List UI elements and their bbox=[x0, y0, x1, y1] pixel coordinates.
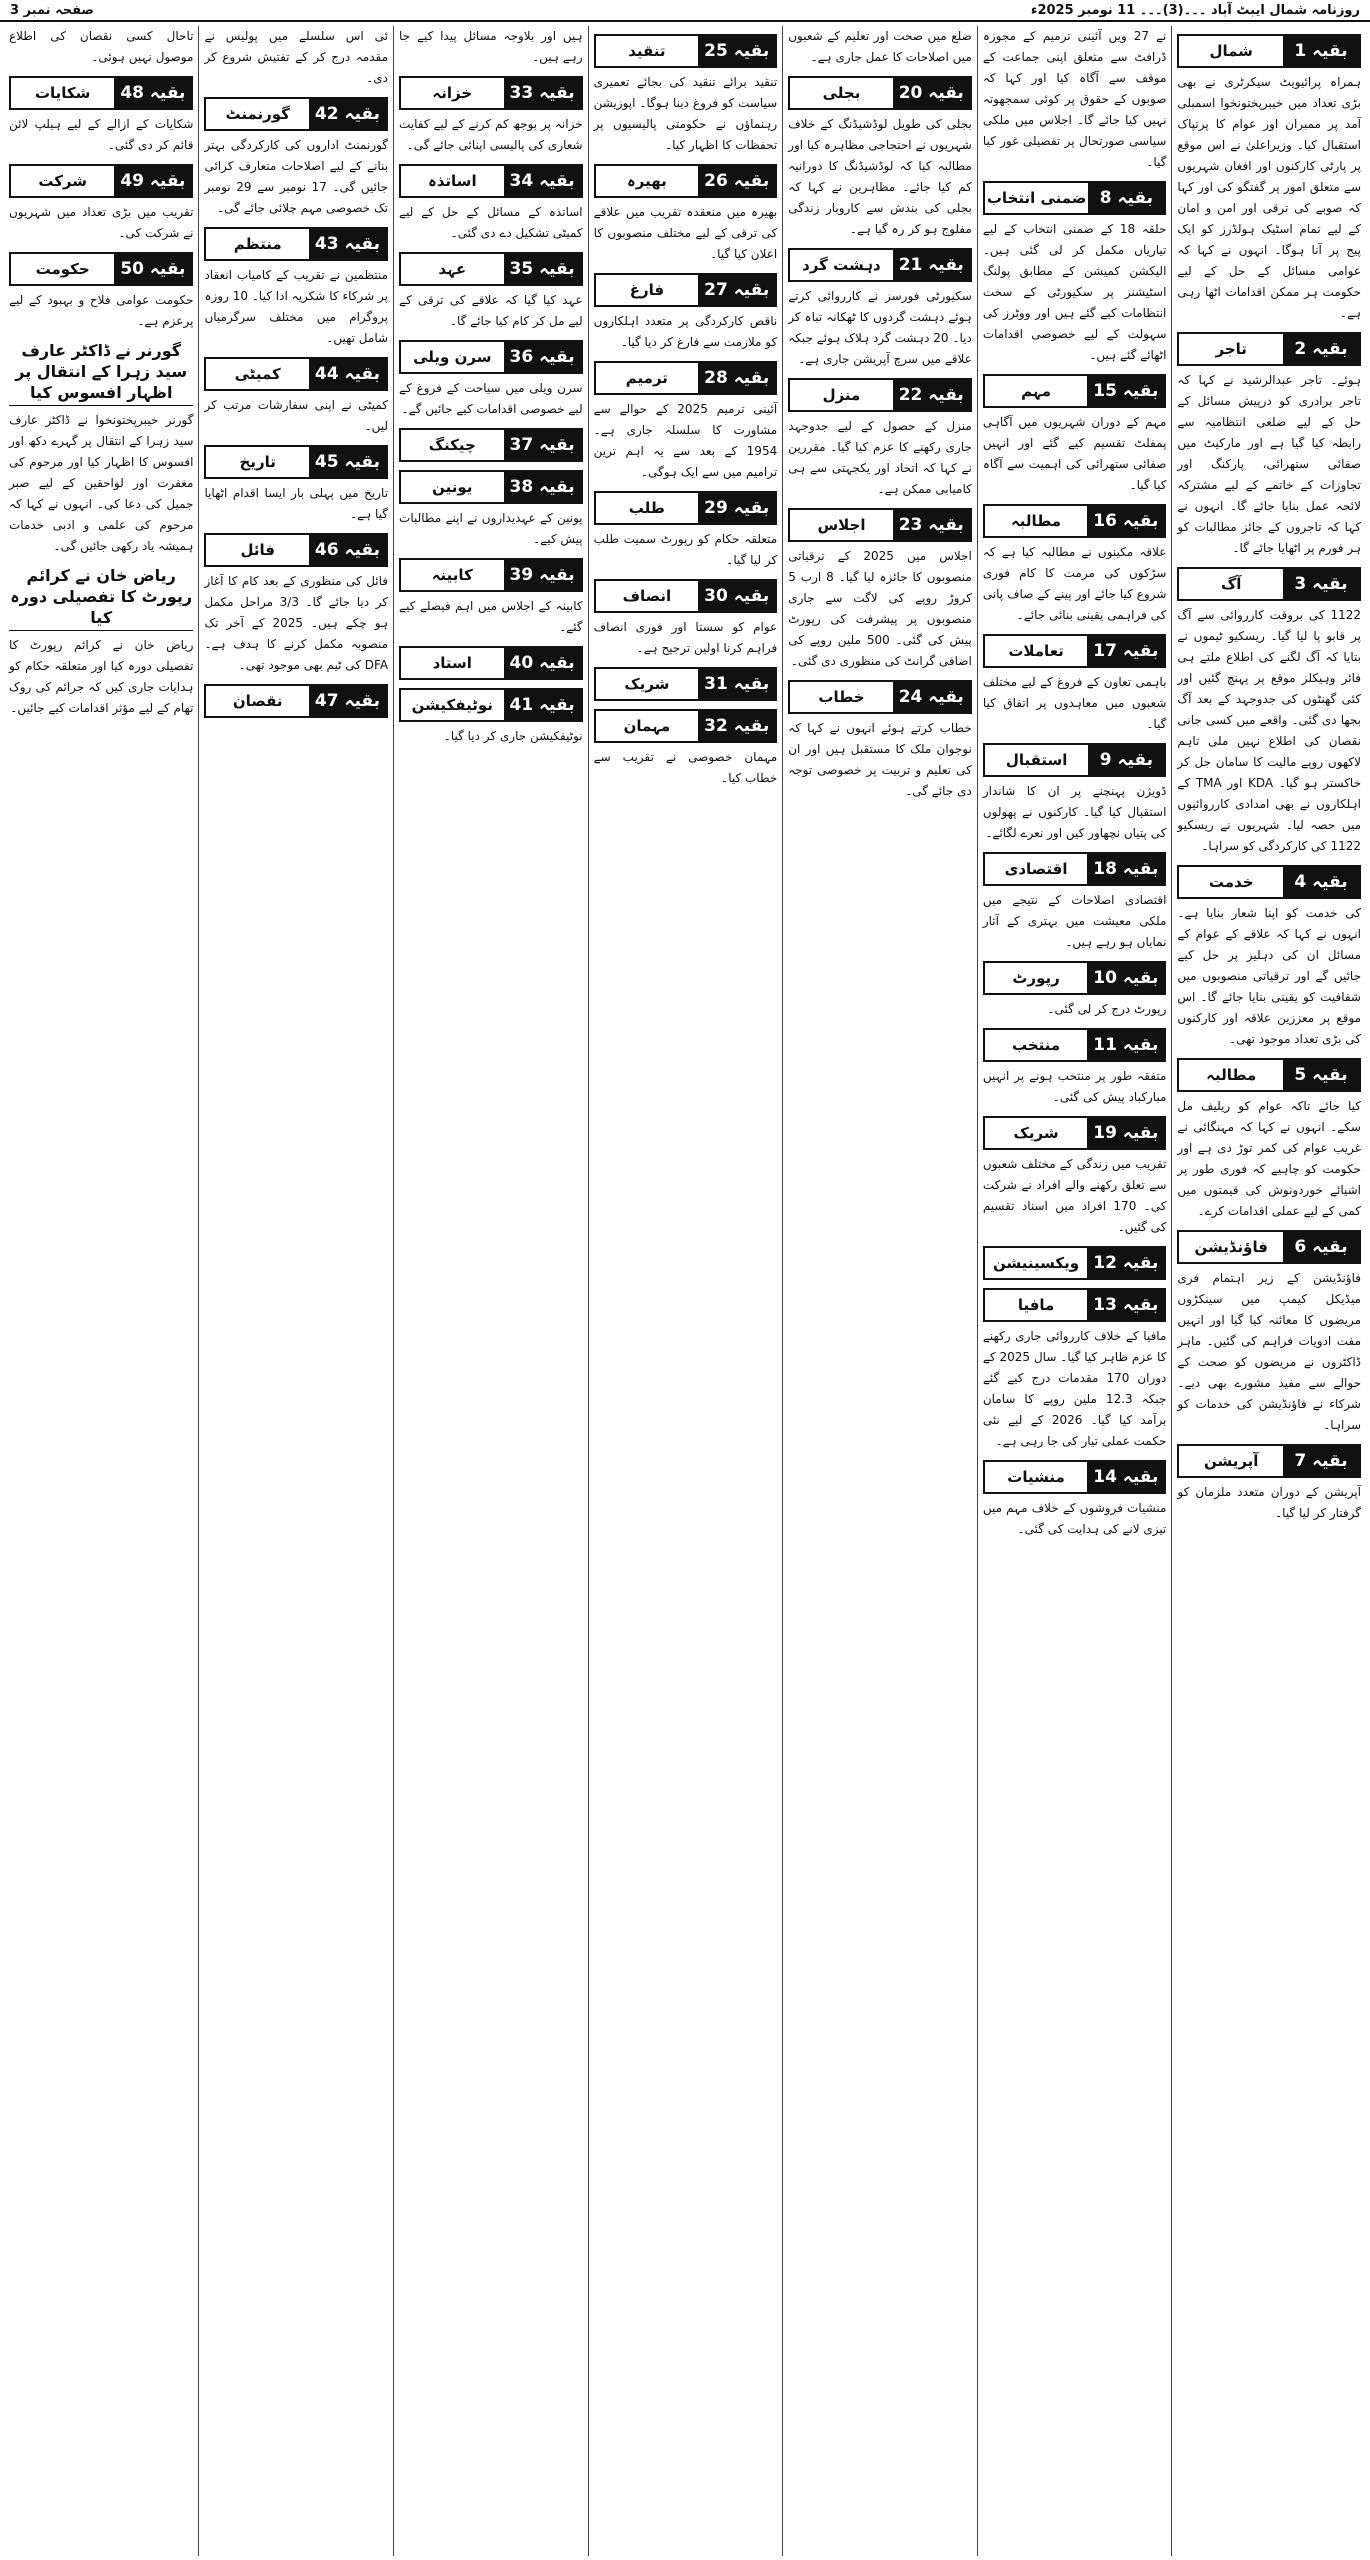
continuation-headword: منشیات bbox=[985, 1462, 1087, 1492]
continuation-label: بقیہ 1 bbox=[1283, 36, 1359, 66]
continuation-box bbox=[399, 688, 583, 722]
news-headline: ریاض خان نے کرائم رپورٹ کا تفصیلی دورہ کیا bbox=[9, 565, 193, 631]
article-paragraph: تقریب میں زندگی کے مختلف شعبوں سے تعلق رکھنے والے افراد نے شرکت کی۔ 170 افراد میں اسناد تقسیم کی گئیں۔ bbox=[982, 1157, 1167, 1234]
article-paragraph: سرن ویلی میں سیاحت کے فروغ کے لیے خصوصی اقدامات کیے جائیں گے۔ bbox=[399, 381, 583, 416]
article-paragraph: مافیا کے خلاف کارروائی جاری رکھنے کا عزم ظاہر کیا گیا۔ سال 2025 کے دوران 170 مقدمات درج کیے گئے جبکہ 12.3 ملین روپے کا سامان برآمد کیا گیا۔ 2026 کے لیے نئی حکمت عملی تیار کی جا رہی ہے۔ bbox=[982, 1329, 1167, 1448]
continuation-label: بقیہ 18 bbox=[1087, 854, 1164, 884]
continuation-headword: حکومت bbox=[11, 254, 114, 284]
continuation-label: بقیہ 26 bbox=[698, 166, 775, 196]
article-paragraph: سکیورٹی فورسز نے کارروائی کرتے ہوئے دہشت گردوں کا ٹھکانہ تباہ کر دیا۔ 20 دہشت گرد ہلاک ہوئے جبکہ علاقے میں سرچ آپریشن جاری ہے۔ bbox=[788, 289, 972, 366]
continuation-box bbox=[399, 252, 583, 286]
continuation-headword: خزانہ bbox=[401, 78, 503, 108]
article-paragraph: فاؤنڈیشن کے زیر اہتمام فری میڈیکل کیمپ میں سینکڑوں مریضوں کا معائنہ کیا گیا اور انہیں مفت ادویات فراہم کی گئیں۔ ماہر ڈاکٹروں نے مریضوں کو صحت کے حوالے سے مفید مشورے بھی دیے۔ شرکاء نے فاؤنڈیشن کی خدمات کو سراہا۔ bbox=[1177, 1271, 1361, 1432]
continuation-headword: نقصان bbox=[206, 686, 308, 716]
continuation-label: بقیہ 27 bbox=[698, 275, 775, 305]
article-paragraph: ہوئے۔ تاجر عبدالرشید نے کہا کہ تاجر برادری کو درپیش مسائل کے حل کے لیے ضلعی انتظامیہ سے رابطہ کیا گیا ہے اور مارکیٹ میں صفائی ستھرائی، پارکنگ اور تجاوزات کے خاتمے کے لیے مشترکہ لائحہ عمل بنایا جائے گا۔ انہوں نے کہا کہ تاجروں کے جائز مطالبات کو ہر فورم پر اٹھایا جائے گا۔ bbox=[1177, 373, 1361, 555]
continuation-headword: اجلاس bbox=[790, 510, 892, 540]
continuation-label: بقیہ 6 bbox=[1283, 1232, 1359, 1262]
continuation-headword: شرکت bbox=[11, 166, 114, 196]
article-paragraph: اقتصادی اصلاحات کے نتیجے میں ملکی معیشت میں بہتری کے آثار نمایاں ہو رہے ہیں۔ bbox=[982, 893, 1167, 949]
continuation-box bbox=[594, 361, 778, 395]
continuation-headword: نوٹیفکیشن bbox=[401, 690, 503, 720]
continuation-headword: مطالبہ bbox=[985, 506, 1087, 536]
page-number: صفحہ نمبر 3 bbox=[10, 2, 94, 18]
continuation-label: بقیہ 41 bbox=[504, 690, 581, 720]
article-paragraph: تقریب میں بڑی تعداد میں شہریوں نے شرکت کی۔ bbox=[8, 205, 194, 240]
continuation-box bbox=[594, 273, 778, 307]
continuation-headword: طلب bbox=[596, 493, 698, 523]
continuation-label: بقیہ 30 bbox=[698, 581, 775, 611]
continuation-box bbox=[204, 445, 388, 479]
continuation-label: بقیہ 34 bbox=[504, 166, 581, 196]
continuation-label: بقیہ 29 bbox=[698, 493, 775, 523]
continuation-box bbox=[594, 709, 778, 743]
article-paragraph: تاحال کسی نقصان کی اطلاع موصول نہیں ہوئی۔ bbox=[8, 29, 194, 64]
continuation-headword: دہشت گرد bbox=[790, 250, 892, 280]
continuation-headword: سرن ویلی bbox=[401, 342, 503, 372]
article-paragraph: کی خدمت کو اپنا شعار بنایا ہے۔ انہوں نے کہا کہ علاقے کے عوام کے مسائل ان کی دہلیز پر حل کیے جائیں گے اور ترقیاتی منصوبوں میں شفافیت کو یقینی بنایا جائے گا۔ اس موقع پر معززین علاقہ اور کارکنوں کی بڑی تعداد موجود تھی۔ bbox=[1177, 906, 1361, 1046]
article-paragraph: منشیات فروشوں کے خلاف مہم میں تیزی لانے کی ہدایت کی گئی۔ bbox=[982, 1501, 1167, 1536]
article-paragraph: ریاض خان نے کرائم رپورٹ کا تفصیلی دورہ کیا اور متعلقہ حکام کو ہدایات جاری کیں کہ جرائم کی روک تھام کے لیے مؤثر اقدامات کیے جائیں۔ bbox=[8, 638, 194, 715]
continuation-headword: شکایات bbox=[11, 78, 114, 108]
continuation-box bbox=[983, 852, 1167, 886]
continuation-label: بقیہ 24 bbox=[893, 682, 970, 712]
continuation-headword: فاؤنڈیشن bbox=[1179, 1232, 1283, 1262]
article-paragraph: حکومت عوامی فلاح و بہبود کے لیے پرعزم ہے۔ bbox=[8, 293, 194, 328]
continuation-headword: گورنمنٹ bbox=[206, 99, 308, 129]
continuation-box bbox=[983, 374, 1167, 408]
article-paragraph: تنقید برائے تنقید کی بجائے تعمیری سیاست کو فروغ دینا ہوگا۔ اپوزیشن رہنماؤں نے حکومتی پالیسیوں پر تحفظات کا اظہار کیا۔ bbox=[593, 75, 778, 152]
continuation-label: بقیہ 28 bbox=[698, 363, 775, 393]
continuation-headword: منتخب bbox=[985, 1030, 1087, 1060]
continuation-box bbox=[983, 1288, 1167, 1322]
article-paragraph: رپورٹ درج کر لی گئی۔ bbox=[1047, 1002, 1167, 1016]
continuation-box bbox=[788, 76, 972, 110]
continuation-box bbox=[594, 579, 778, 613]
article-paragraph: متفقہ طور پر منتخب ہونے پر انہیں مبارکباد پیش کی گئی۔ bbox=[982, 1069, 1167, 1104]
continuation-box bbox=[983, 743, 1167, 777]
continuation-label: بقیہ 17 bbox=[1087, 636, 1164, 666]
news-columns bbox=[0, 26, 1370, 2556]
continuation-box bbox=[204, 533, 388, 567]
article-paragraph: ہیں اور بلاوجہ مسائل پیدا کیے جا رہے ہیں۔ bbox=[399, 29, 583, 64]
article-paragraph: آپریشن کے دوران متعدد ملزمان کو گرفتار کر لیا گیا۔ bbox=[1177, 1485, 1361, 1520]
continuation-headword: اقتصادی bbox=[985, 854, 1087, 884]
continuation-box bbox=[983, 1028, 1167, 1062]
article-paragraph: حلقہ 18 کے ضمنی انتخاب کے لیے تیاریاں مکمل کر لی گئی ہیں۔ الیکشن کمیشن کے مطابق پولنگ اسٹیشنز پر سکیورٹی کے سخت انتظامات کیے گئے ہیں اور ووٹرز کی سہولت کے لیے خصوصی اقدامات اٹھائے گئے ہیں۔ bbox=[982, 222, 1167, 362]
article-paragraph: علاقہ مکینوں نے مطالبہ کیا ہے کہ سڑکوں کی مرمت کا کام فوری شروع کیا جائے اور پینے کے صاف پانی کی فراہمی یقینی بنائی جائے۔ bbox=[982, 545, 1167, 622]
continuation-label: بقیہ 49 bbox=[114, 166, 191, 196]
continuation-headword: استقبال bbox=[985, 745, 1089, 775]
continuation-headword: کابینہ bbox=[401, 560, 503, 590]
continuation-label: بقیہ 2 bbox=[1283, 334, 1359, 364]
continuation-label: بقیہ 5 bbox=[1283, 1060, 1359, 1090]
article-paragraph: مہمان خصوصی نے تقریب سے خطاب کیا۔ bbox=[593, 750, 778, 785]
continuation-box bbox=[204, 97, 388, 131]
news-column-4 bbox=[588, 26, 783, 2556]
continuation-headword: انصاف bbox=[596, 581, 698, 611]
continuation-label: بقیہ 47 bbox=[309, 686, 386, 716]
article-paragraph: خطاب کرتے ہوئے انہوں نے کہا کہ نوجوان ملک کا مستقبل ہیں اور ان کی تعلیم و تربیت پر خصوصی توجہ دی جائے گی۔ bbox=[788, 721, 972, 798]
continuation-box bbox=[9, 252, 193, 286]
continuation-headword: تعاملات bbox=[985, 636, 1087, 666]
continuation-box bbox=[399, 428, 583, 462]
continuation-box bbox=[399, 558, 583, 592]
continuation-label: بقیہ 45 bbox=[309, 447, 386, 477]
article-paragraph: نوٹیفکیشن جاری کر دیا گیا۔ bbox=[443, 729, 583, 743]
continuation-box bbox=[788, 378, 972, 412]
continuation-headword: فارغ bbox=[596, 275, 698, 305]
continuation-headword: مہمان bbox=[596, 711, 698, 741]
article-paragraph: ضلع میں صحت اور تعلیم کے شعبوں میں اصلاحات کا عمل جاری ہے۔ bbox=[788, 29, 972, 64]
news-column-7 bbox=[4, 26, 198, 2556]
article-paragraph: منزل کے حصول کے لیے جدوجہد جاری رکھنے کا عزم کیا گیا۔ مقررین نے کہا کہ اتحاد اور یکجہتی سے ہی کامیابی ممکن ہے۔ bbox=[788, 419, 972, 496]
article-paragraph: گورنر خیبرپختونخوا نے ڈاکٹر عارف سید زہرا کے انتقال پر گہرے دکھ اور افسوس کا اظہار کیا اور مرحوم کی مغفرت اور لواحقین کے لیے صبر جمیل کی دعا کی۔ انہوں نے کہا کہ مرحوم کی علمی و ادبی خدمات ہمیشہ یاد رکھی جائیں گی۔ bbox=[8, 413, 194, 553]
article-paragraph: عہد کیا گیا کہ علاقے کی ترقی کے لیے مل کر کام کیا جائے گا۔ bbox=[399, 293, 583, 328]
article-paragraph: اساتذہ کے مسائل کے حل کے لیے کمیٹی تشکیل دے دی گئی۔ bbox=[399, 205, 583, 240]
continuation-label: بقیہ 4 bbox=[1283, 867, 1359, 897]
continuation-label: بقیہ 36 bbox=[504, 342, 581, 372]
continuation-label: بقیہ 7 bbox=[1283, 1446, 1359, 1476]
article-paragraph: نے 27 ویں آئینی ترمیم کے مجوزہ ڈرافٹ سے متعلق اپنی جماعت کے موقف سے آگاہ کیا اور کہا کہ صوبوں کے حقوق پر کوئی سمجھوتہ نہیں کیا جائے گا۔ اجلاس میں ملکی سیاسی صورتحال پر تفصیلی غور کیا گیا۔ bbox=[982, 29, 1167, 169]
continuation-box bbox=[594, 34, 778, 68]
article-paragraph: عوام کو سستا اور فوری انصاف فراہم کرنا اولین ترجیح ہے۔ bbox=[593, 620, 778, 655]
news-column-6 bbox=[198, 26, 393, 2556]
continuation-label: بقیہ 9 bbox=[1088, 745, 1164, 775]
continuation-headword: خدمت bbox=[1179, 867, 1283, 897]
continuation-headword: تاریخ bbox=[206, 447, 308, 477]
continuation-headword: یونین bbox=[401, 472, 503, 502]
continuation-box bbox=[983, 1246, 1167, 1280]
continuation-headword: استاد bbox=[401, 648, 503, 678]
continuation-box bbox=[983, 504, 1167, 538]
article-paragraph: آئینی ترمیم 2025 کے حوالے سے مشاورت کا سلسلہ جاری ہے۔ 1954 کے بعد سے یہ اہم ترین ترامیم میں سے ایک ہوگی۔ bbox=[593, 402, 778, 479]
article-paragraph: بھیرہ میں منعقدہ تقریب میں علاقے کی ترقی کے لیے مختلف منصوبوں کا اعلان کیا گیا۔ bbox=[593, 205, 778, 261]
continuation-box bbox=[1177, 1230, 1361, 1264]
continuation-label: بقیہ 46 bbox=[309, 535, 386, 565]
continuation-box bbox=[399, 470, 583, 504]
continuation-label: بقیہ 33 bbox=[504, 78, 581, 108]
continuation-box bbox=[9, 164, 193, 198]
continuation-headword: شریک bbox=[985, 1118, 1087, 1148]
continuation-label: بقیہ 19 bbox=[1087, 1118, 1164, 1148]
news-column-3 bbox=[782, 26, 977, 2556]
news-column-5 bbox=[393, 26, 588, 2556]
continuation-label: بقیہ 50 bbox=[114, 254, 191, 284]
continuation-label: بقیہ 48 bbox=[114, 78, 191, 108]
article-paragraph: ناقص کارکردگی پر متعدد اہلکاروں کو ملازمت سے فارغ کر دیا گیا۔ bbox=[593, 314, 778, 349]
article-paragraph: اجلاس میں 2025 کے ترقیاتی منصوبوں کا جائزہ لیا گیا۔ 8 ارب 5 کروڑ روپے کی لاگت سے جاری منصوبوں پر پیشرفت کی رپورٹ پیش کی گئی۔ 500 ملین روپے کی اضافی گرانٹ کی منظوری دی گئی۔ bbox=[788, 549, 972, 668]
continuation-headword: آگ bbox=[1179, 569, 1283, 599]
continuation-headword: خطاب bbox=[790, 682, 892, 712]
article-paragraph: تاریخ میں پہلی بار ایسا اقدام اٹھایا گیا ہے۔ bbox=[204, 486, 389, 521]
continuation-headword: ضمنی انتخاب bbox=[985, 183, 1089, 213]
continuation-headword: مافیا bbox=[985, 1290, 1087, 1320]
continuation-box bbox=[1177, 1444, 1361, 1478]
continuation-box bbox=[399, 164, 583, 198]
article-paragraph: 1122 کی بروقت کارروائی سے آگ پر قابو پا لیا گیا۔ ریسکیو ٹیموں نے بتایا کہ آگ لگنے کی اطلاع ملتے ہی فائر وہیکلز موقع پر پہنچ گئیں اور کئی گھنٹوں کی جدوجہد کے بعد آگ بجھا دی گئی۔ واقعے میں کسی جانی نقصان کی اطلاع نہیں ملی تاہم لاکھوں روپے مالیت کا سامان جل کر خاکستر ہو گیا۔ KDA اور TMA کے اہلکاروں نے بھی امدادی کارروائیوں میں حصہ لیا۔ شہریوں نے ریسکیو 1122 کی کارکردگی کو سراہا۔ bbox=[1177, 608, 1361, 853]
continuation-label: بقیہ 8 bbox=[1088, 183, 1164, 213]
continuation-label: بقیہ 44 bbox=[309, 359, 386, 389]
news-headline: گورنر نے ڈاکٹر عارف سید زہرا کے انتقال پر اظہار افسوس کیا bbox=[9, 340, 193, 406]
continuation-label: بقیہ 20 bbox=[893, 78, 970, 108]
continuation-headword: بجلی bbox=[790, 78, 892, 108]
continuation-label: بقیہ 3 bbox=[1283, 569, 1359, 599]
continuation-box bbox=[983, 1460, 1167, 1494]
continuation-headword: مہم bbox=[985, 376, 1087, 406]
continuation-headword: تاجر bbox=[1179, 334, 1283, 364]
continuation-label: بقیہ 10 bbox=[1087, 963, 1164, 993]
news-column-1 bbox=[1171, 26, 1366, 2556]
article-paragraph: مہم کے دوران شہریوں میں آگاہی پمفلٹ تقسیم کیے گئے اور انہیں صفائی ستھرائی کی اہمیت سے آگاہ کیا گیا۔ bbox=[982, 415, 1167, 492]
continuation-label: بقیہ 37 bbox=[504, 430, 581, 460]
continuation-headword: چیکنگ bbox=[401, 430, 503, 460]
article-paragraph: ڈویژن پہنچنے پر ان کا شاندار استقبال کیا گیا۔ کارکنوں نے پھولوں کی پتیاں نچھاور کیں اور نعرے لگائے۔ bbox=[982, 784, 1167, 840]
continuation-label: بقیہ 16 bbox=[1087, 506, 1164, 536]
article-paragraph: منتظمین نے تقریب کے کامیاب انعقاد پر شرکاء کا شکریہ ادا کیا۔ 10 روزہ پروگرام میں مختلف سرگرمیاں شامل تھیں۔ bbox=[204, 268, 389, 345]
continuation-label: بقیہ 40 bbox=[504, 648, 581, 678]
continuation-box bbox=[9, 76, 193, 110]
continuation-box bbox=[399, 76, 583, 110]
article-paragraph: گورنمنٹ اداروں کی کارکردگی بہتر بنانے کے لیے اصلاحات متعارف کرائی جائیں گی۔ 17 نومبر سے 29 نومبر تک خصوصی مہم چلائی جائے گی۔ bbox=[204, 138, 389, 215]
continuation-label: بقیہ 25 bbox=[698, 36, 775, 66]
continuation-label: بقیہ 11 bbox=[1087, 1030, 1164, 1060]
article-paragraph: کمیٹی نے اپنی سفارشات مرتب کر لیں۔ bbox=[204, 398, 389, 433]
continuation-label: بقیہ 42 bbox=[309, 99, 386, 129]
continuation-box bbox=[1177, 332, 1361, 366]
article-paragraph: یونین کے عہدیداروں نے اپنے مطالبات پیش کیے۔ bbox=[399, 511, 583, 546]
continuation-headword: شریک bbox=[596, 669, 698, 699]
continuation-label: بقیہ 39 bbox=[504, 560, 581, 590]
continuation-box bbox=[594, 164, 778, 198]
article-paragraph: ئی اس سلسلے میں پولیس نے مقدمہ درج کر کے تفتیش شروع کر دی۔ bbox=[204, 29, 389, 85]
continuation-label: بقیہ 22 bbox=[893, 380, 970, 410]
continuation-headword: عہد bbox=[401, 254, 503, 284]
article-paragraph: ہمراہ پرائیویٹ سیکرٹری نے بھی بڑی تعداد میں خیبرپختونخوا اسمبلی آمد پر ممبران اور عوام کا پرتپاک استقبال کیا۔ وزیراعلیٰ نے اس موقع پر پارٹی کارکنوں اور افغان شہریوں سے متعلق امور پر گفتگو کی اور کہا کہ صوبے کی ترقی اور امن و امان کے لیے تمام اسٹیک ہولڈرز کو ایک پیج پر آنا ہوگا۔ انہوں نے کہا کہ عوامی مسائل کے حل کے لیے حکومت ہر ممکن اقدامات اٹھا رہی ہے۔ bbox=[1177, 75, 1361, 320]
continuation-label: بقیہ 38 bbox=[504, 472, 581, 502]
continuation-box bbox=[788, 680, 972, 714]
continuation-label: بقیہ 32 bbox=[698, 711, 775, 741]
continuation-headword: ترمیم bbox=[596, 363, 698, 393]
continuation-box bbox=[204, 684, 388, 718]
continuation-label: بقیہ 31 bbox=[698, 669, 775, 699]
continuation-box bbox=[204, 227, 388, 261]
continuation-box bbox=[1177, 1058, 1361, 1092]
continuation-headword: شمال bbox=[1179, 36, 1283, 66]
continuation-box bbox=[399, 340, 583, 374]
article-paragraph: کابینہ کے اجلاس میں اہم فیصلے کیے گئے۔ bbox=[399, 599, 583, 634]
news-column-2 bbox=[977, 26, 1172, 2556]
continuation-headword: مطالبہ bbox=[1179, 1060, 1283, 1090]
continuation-label: بقیہ 13 bbox=[1087, 1290, 1164, 1320]
article-paragraph: بجلی کی طویل لوڈشیڈنگ کے خلاف شہریوں نے احتجاجی مظاہرہ کیا اور مطالبہ کیا کہ لوڈشیڈنگ کا دورانیہ کم کیا جائے۔ مظاہرین نے کہا کہ بجلی کی بندش سے کاروبار زندگی مفلوج ہو کر رہ گیا ہے۔ bbox=[788, 117, 972, 236]
continuation-label: بقیہ 23 bbox=[893, 510, 970, 540]
continuation-label: بقیہ 21 bbox=[893, 250, 970, 280]
continuation-headword: ویکسینیشن bbox=[985, 1248, 1087, 1278]
continuation-headword: بھیرہ bbox=[596, 166, 698, 196]
continuation-headword: تنقید bbox=[596, 36, 698, 66]
continuation-label: بقیہ 43 bbox=[309, 229, 386, 259]
continuation-headword: رپورٹ bbox=[985, 963, 1087, 993]
continuation-box bbox=[594, 667, 778, 701]
continuation-box bbox=[399, 646, 583, 680]
continuation-label: بقیہ 35 bbox=[504, 254, 581, 284]
continuation-label: بقیہ 15 bbox=[1087, 376, 1164, 406]
continuation-headword: آپریشن bbox=[1179, 1446, 1283, 1476]
continuation-headword: کمیٹی bbox=[206, 359, 308, 389]
article-paragraph: کیا جائے تاکہ عوام کو ریلیف مل سکے۔ انہوں نے کہا کہ مہنگائی نے غریب عوام کی کمر توڑ دی ہے اور حکومت کو چاہیے کہ فوری طور پر اشیائے خوردونوش کی قیمتوں میں کمی کے لیے عملی اقدامات کرے۔ bbox=[1177, 1099, 1361, 1218]
continuation-headword: منتظم bbox=[206, 229, 308, 259]
continuation-box bbox=[983, 634, 1167, 668]
continuation-box bbox=[788, 508, 972, 542]
article-paragraph: شکایات کے ازالے کے لیے ہیلپ لائن قائم کر دی گئی۔ bbox=[8, 117, 194, 152]
continuation-box bbox=[594, 491, 778, 525]
continuation-box bbox=[1177, 34, 1361, 68]
continuation-box bbox=[204, 357, 388, 391]
continuation-label: بقیہ 14 bbox=[1087, 1462, 1164, 1492]
continuation-headword: منزل bbox=[790, 380, 892, 410]
continuation-box bbox=[983, 961, 1167, 995]
article-paragraph: باہمی تعاون کے فروغ کے لیے مختلف شعبوں میں معاہدوں پر اتفاق کیا گیا۔ bbox=[982, 675, 1167, 731]
article-paragraph: خزانہ پر بوجھ کم کرنے کے لیے کفایت شعاری کی پالیسی اپنائی جائے گی۔ bbox=[399, 117, 583, 152]
masthead bbox=[0, 0, 1370, 22]
continuation-headword: اساتذہ bbox=[401, 166, 503, 196]
continuation-headword: فائل bbox=[206, 535, 308, 565]
continuation-box bbox=[983, 181, 1167, 215]
masthead-date-line: روزنامہ شمال ایبٹ آباد ۔۔۔(3)۔۔۔ 11 نومبر 2025ء bbox=[1030, 2, 1360, 18]
continuation-box bbox=[983, 1116, 1167, 1150]
article-paragraph: فائل کی منظوری کے بعد کام کا آغاز کر دیا جائے گا۔ 3/3 مراحل مکمل ہو چکے ہیں۔ 2025 کے آخر تک منصوبہ مکمل کرنے کا ہدف ہے۔ DFA کی ٹیم بھی موجود تھی۔ bbox=[204, 574, 389, 672]
article-paragraph: متعلقہ حکام کو رپورٹ سمیت طلب کر لیا گیا۔ bbox=[593, 532, 778, 567]
continuation-label: بقیہ 12 bbox=[1087, 1248, 1164, 1278]
continuation-box bbox=[1177, 567, 1361, 601]
continuation-box bbox=[788, 248, 972, 282]
continuation-box bbox=[1177, 865, 1361, 899]
